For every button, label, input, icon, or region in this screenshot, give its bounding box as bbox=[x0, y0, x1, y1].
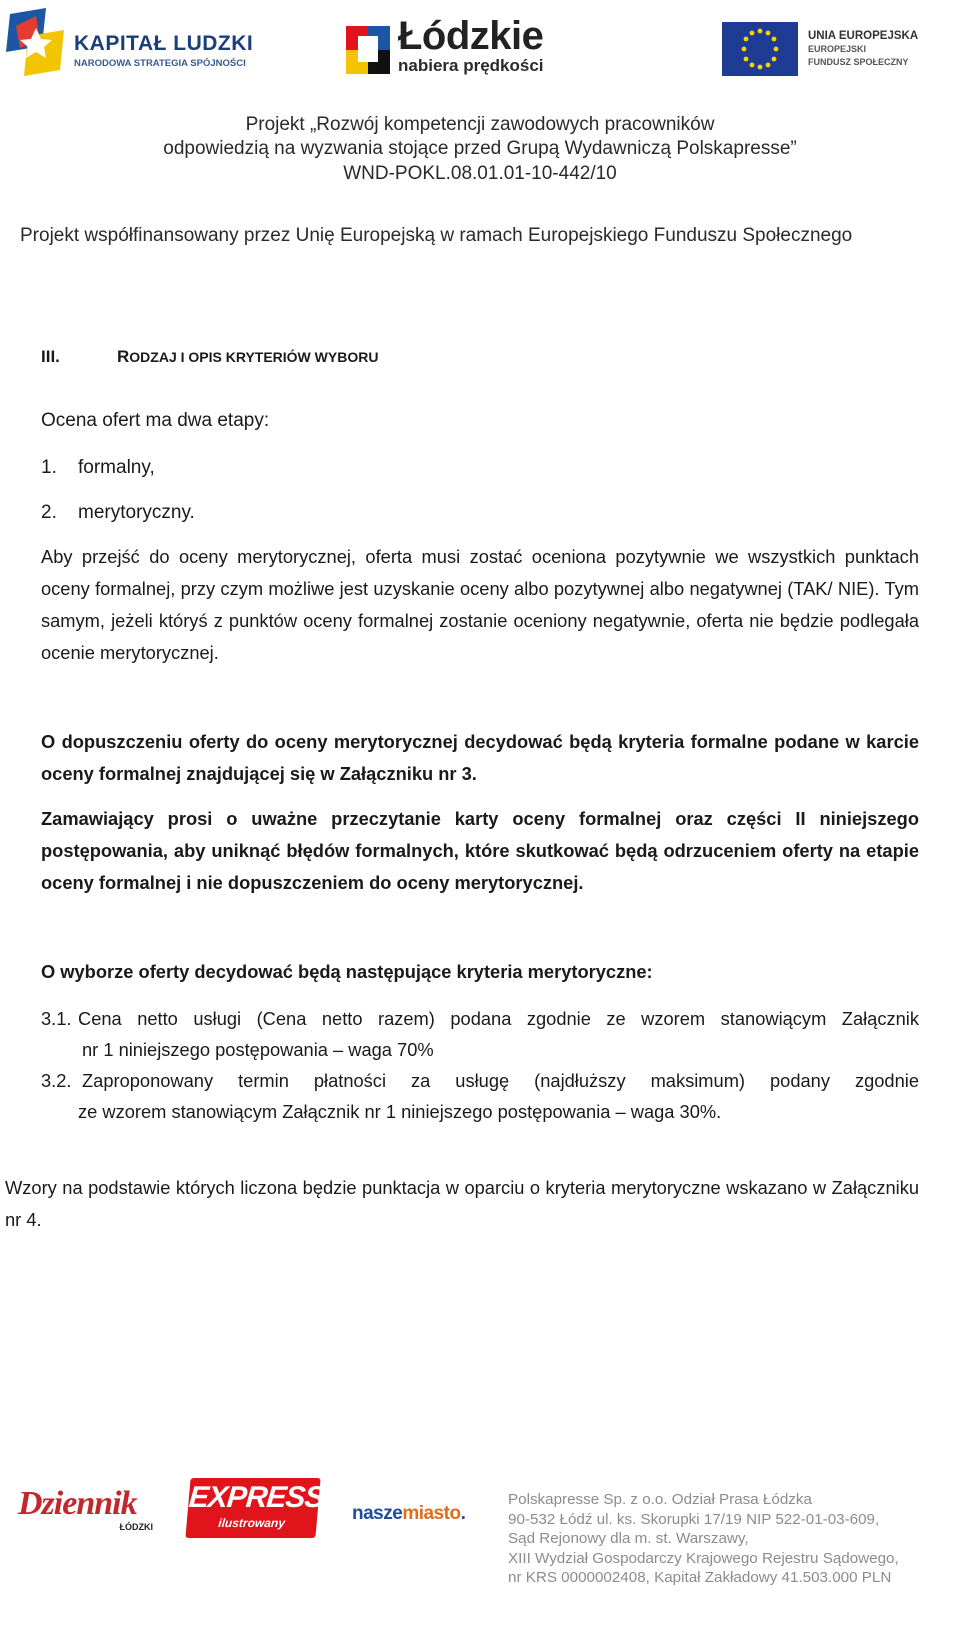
eu-logo bbox=[722, 22, 942, 82]
project-title-line2: odpowiedzią na wyzwania stojące przed Grupą Wydawniczą Polskapresse” bbox=[163, 138, 797, 159]
evaluation-intro: Ocena ofert ma dwa etapy: bbox=[41, 410, 270, 431]
stage-1-number: 1. bbox=[41, 457, 57, 478]
criterion-1-number: 3.1. bbox=[41, 1008, 72, 1029]
stage-2-number: 2. bbox=[41, 502, 57, 523]
cofinancing-statement: Projekt współfinansowany przez Unię Europejską w ramach Europejskiego Funduszu Społecznego bbox=[20, 225, 853, 246]
kapital-ludzki-subtitle: NARODOWA STRATEGIA SPÓJNOŚCI bbox=[74, 58, 246, 69]
lodzkie-title: Łódzkie bbox=[398, 14, 544, 58]
eu-flag-icon bbox=[722, 22, 798, 76]
naszemiasto-part1: nasze bbox=[352, 1503, 403, 1524]
eu-fund-line1: EUROPEJSKI bbox=[808, 44, 867, 54]
criterion-1-text-line1: Cena netto usługi (Cena netto razem) podana zgodnie ze wzorem stanowiącym Załącznik bbox=[78, 1008, 919, 1029]
naszemiasto-logo bbox=[352, 1503, 465, 1525]
project-number: WND-POKL.08.01.01-10-442/10 bbox=[343, 163, 617, 184]
dziennik-lodzki-logo bbox=[18, 1486, 163, 1544]
merit-criteria-heading: O wyborze oferty decydować będą następujące kryteria merytoryczne: bbox=[41, 961, 653, 982]
criterion-2-text-line1: Zaproponowany termin płatności za usługę (najdłuższy maksimum) podany zgodnie bbox=[82, 1070, 919, 1091]
dziennik-subtitle: ŁÓDZKI bbox=[119, 1522, 153, 1532]
express-subtitle: ilustrowany bbox=[217, 1516, 286, 1530]
address-line: XIII Wydział Gospodarczy Krajowego Rejestru Sądowego, bbox=[508, 1549, 899, 1567]
criterion-1-text-line2: nr 1 niniejszego postępowania – waga 70% bbox=[82, 1039, 434, 1060]
section-title bbox=[117, 347, 378, 367]
naszemiasto-dot: . bbox=[460, 1503, 466, 1524]
address-line: Polskapresse Sp. z o.o. Odział Prasa Łódzka bbox=[508, 1491, 812, 1508]
express-title: EXPRESS bbox=[187, 1481, 326, 1514]
address-line: 90-532 Łódź ul. ks. Skorupki 17/19 NIP 522-01-03-609, bbox=[508, 1510, 880, 1528]
lodzkie-subtitle: nabiera prędkości bbox=[398, 56, 544, 75]
stage-2-label: merytoryczny. bbox=[78, 502, 195, 523]
kapital-ludzki-icon bbox=[6, 6, 68, 86]
kapital-ludzki-logo bbox=[6, 6, 256, 88]
contractor-request-paragraph: Zamawiający prosi o uważne przeczytanie karty oceny formalnej oraz części II niniejszego postępowania, aby uniknąć błędów formalnych, które skutkować będą odrzuceniem oferty na etapie oceny formalnej i nie dopuszczeniem do oceny merytorycznej. bbox=[41, 808, 919, 893]
formal-evaluation-paragraph: Aby przejść do oceny merytorycznej, oferta musi zostać oceniona pozytywnie we wszystkich punktach oceny formalnej, przy czym możliwe jest uzyskanie oceny albo pozytywnej albo negatywnej (TAK/ NIE). Tym samym, jeżeli któryś z punktów oceny formalnej zostanie oceniony negatywnie, oferta nie będzie podlegała ocenie merytorycznej. bbox=[41, 546, 919, 663]
dziennik-title: Dziennik bbox=[18, 1485, 137, 1522]
lodzkie-icon bbox=[346, 22, 394, 82]
section-title-initial: R bbox=[117, 347, 130, 366]
formal-criteria-paragraph: O dopuszczeniu oferty do oceny merytorycznej decydować będą kryteria formalne podane w karcie oceny formalnej znajdującej się w Załączniku nr 3. bbox=[41, 731, 919, 784]
address-line: nr KRS 0000002408, Kapitał Zakładowy 41.503.000 PLN bbox=[508, 1569, 892, 1586]
formulas-paragraph: Wzory na podstawie których liczona będzie punktacja w oparciu o kryteria merytoryczne wskazano w Załączniku nr 4. bbox=[5, 1177, 919, 1230]
criterion-2-number: 3.2. bbox=[41, 1070, 72, 1091]
naszemiasto-part2: miasto bbox=[402, 1503, 461, 1524]
lodzkie-logo bbox=[346, 14, 576, 84]
criterion-2-text-line2: ze wzorem stanowiącym Załącznik nr 1 niniejszego postępowania – waga 30%. bbox=[78, 1101, 722, 1122]
eu-title: UNIA EUROPEJSKA bbox=[808, 30, 919, 42]
company-address bbox=[508, 1490, 899, 1588]
section-number: III. bbox=[41, 347, 60, 366]
express-ilustrowany-logo bbox=[185, 1478, 326, 1538]
project-title-line1: Projekt „Rozwój kompetencji zawodowych pracowników bbox=[245, 114, 715, 135]
section-title-rest: ODZAJ I OPIS KRYTERIÓW WYBORU bbox=[129, 349, 379, 365]
stage-1-label: formalny, bbox=[78, 457, 155, 478]
eu-fund-line2: FUNDUSZ SPOŁECZNY bbox=[808, 57, 909, 67]
kapital-ludzki-title: KAPITAŁ LUDZKI bbox=[74, 32, 254, 55]
address-line: Sąd Rejonowy dla m. st. Warszawy, bbox=[508, 1530, 749, 1547]
